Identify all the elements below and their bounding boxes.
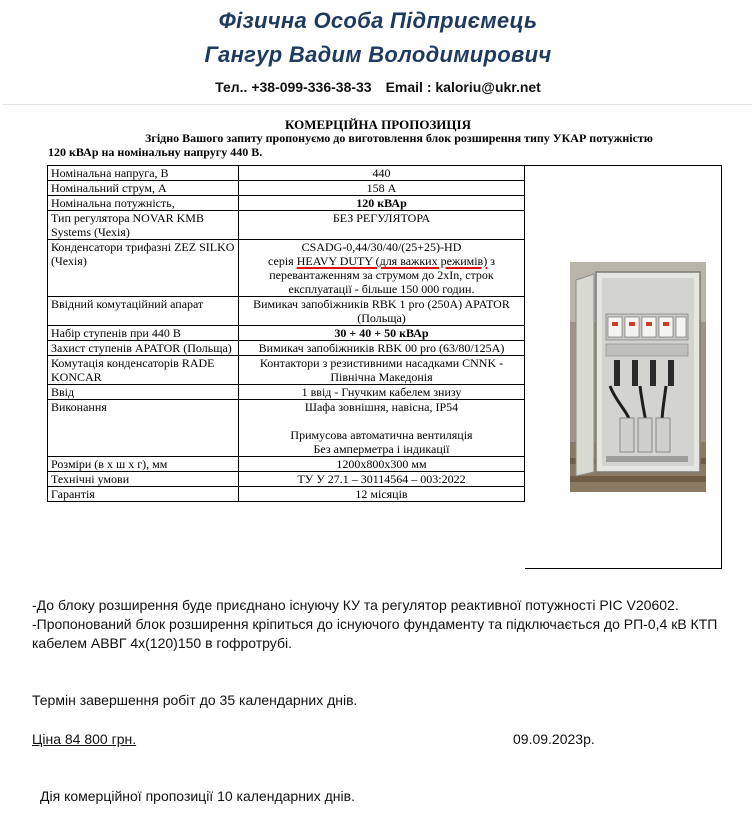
document-title: КОМЕРЦІЙНА ПРОПОЗИЦІЯ	[285, 117, 471, 132]
table-row	[48, 166, 525, 181]
table-row	[48, 240, 525, 297]
contact-line	[0, 79, 756, 95]
table-row	[48, 196, 525, 211]
capacitor-model: CSADG-0,44/30/40/(25+25)-HD	[301, 240, 462, 254]
intro-text	[48, 131, 720, 159]
table-row	[48, 297, 525, 326]
spec-key: Набір ступенів при 440 В	[48, 326, 239, 341]
spec-value: 440	[239, 166, 525, 181]
heavy-duty-highlight: HEAVY DUTY (для важких режимів)	[296, 254, 488, 268]
table-row	[48, 326, 525, 341]
spec-key: Номінальний струм, А	[48, 181, 239, 196]
indication-text: Без амперметра і індикації	[313, 442, 450, 456]
intro-line-1: Згідно Вашого запиту пропонуємо до виготовлення блок розширення типу УКАР потужністю	[145, 131, 653, 145]
header-divider	[2, 104, 752, 105]
note-1: -До блоку розширення буде приєднано існуючу КУ та регулятор реактивної потужності PIC V20602.	[32, 597, 679, 613]
spec-value	[239, 240, 525, 297]
spec-value	[239, 400, 525, 457]
cabinet-photo	[570, 262, 706, 492]
enclosure-type: Шафа зовнішня, навісна, IP54	[304, 400, 459, 414]
spec-key: Номінальна напруга, В	[48, 166, 239, 181]
spec-value: Вимикач запобіжників RBK 1 pro (250А) APATOR (Польща)	[239, 297, 525, 326]
table-row	[48, 400, 525, 457]
note-2: -Пропонований блок розширення кріпиться до існуючого фундаменту та підключається до РП-0,4 кВ КТП кабелем АВВГ 4х(120)150 в гофротрубі.	[32, 616, 718, 651]
completion-term: Термін завершення робіт до 35 календарних днів.	[32, 692, 358, 708]
table-row	[48, 356, 525, 385]
company-name-line1: Фізична Особа Підприємець	[218, 8, 538, 33]
spec-key: Розміри (в х ш х г), мм	[48, 457, 239, 472]
table-row	[48, 385, 525, 400]
spec-value: 12 місяців	[239, 487, 525, 502]
spec-value: 158 А	[239, 181, 525, 196]
spec-table	[47, 165, 525, 502]
spec-key: Виконання	[48, 400, 239, 457]
spec-value: 1200х800х300 мм	[239, 457, 525, 472]
spec-key: Гарантія	[48, 487, 239, 502]
spec-key: Комутація конденсаторів RADE KONCAR	[48, 356, 239, 385]
email-text: Email : kaloriu@ukr.net	[385, 79, 541, 95]
spec-key: Ввід	[48, 385, 239, 400]
spec-value: ТУ У 27.1 – 30114564 – 003:2022	[239, 472, 525, 487]
intro-line-2: 120 кВАр на номінальну напругу 440 В.	[48, 145, 263, 159]
table-row	[48, 457, 525, 472]
spec-key: Захист ступенів APATOR (Польща)	[48, 341, 239, 356]
series-prefix: серія	[268, 254, 297, 268]
spec-key: Ввідний комутаційний апарат	[48, 297, 239, 326]
spec-key: Технічні умови	[48, 472, 239, 487]
price-line	[32, 731, 150, 747]
table-row	[48, 341, 525, 356]
spec-value: Контактори з резистивними насадками CNNK - Північна Македонія	[239, 356, 525, 385]
series-suffix: з перевантаженням за струмом до 2хIn, строк експлуатації - більше 150 000 годин.	[269, 254, 495, 296]
spec-key: Номінальна потужність,	[48, 196, 239, 211]
price-text: Ціна 84 800 грн.	[32, 731, 137, 747]
company-name-line2: Гангур Вадим Володимирович	[204, 42, 552, 67]
spec-value: Вимикач запобіжників RBK 00 pro (63/80/125А)	[239, 341, 525, 356]
notes-block	[32, 596, 752, 653]
offer-validity: Дія комерційної пропозиції 10 календарних днів.	[40, 788, 355, 804]
table-row	[48, 181, 525, 196]
spec-value: 30 + 40 + 50 кВАр	[239, 326, 525, 341]
ventilation-text: Примусова автоматична вентиляція	[290, 428, 473, 442]
table-row	[48, 487, 525, 502]
spec-key: Конденсатори трифазні ZEZ SILKO (Чехія)	[48, 240, 239, 297]
spec-key: Тип регулятора NOVAR KMB Systems (Чехія)	[48, 211, 239, 240]
table-row	[48, 211, 525, 240]
offer-date: 09.09.2023р.	[513, 731, 595, 747]
phone-text: Тел.. +38-099-336-38-33	[215, 79, 372, 95]
table-row	[48, 472, 525, 487]
spec-value: 1 ввід - Гнучким кабелем знизу	[239, 385, 525, 400]
spec-value: 120 кВАр	[239, 196, 525, 211]
spec-value: БЕЗ РЕГУЛЯТОРА	[239, 211, 525, 240]
